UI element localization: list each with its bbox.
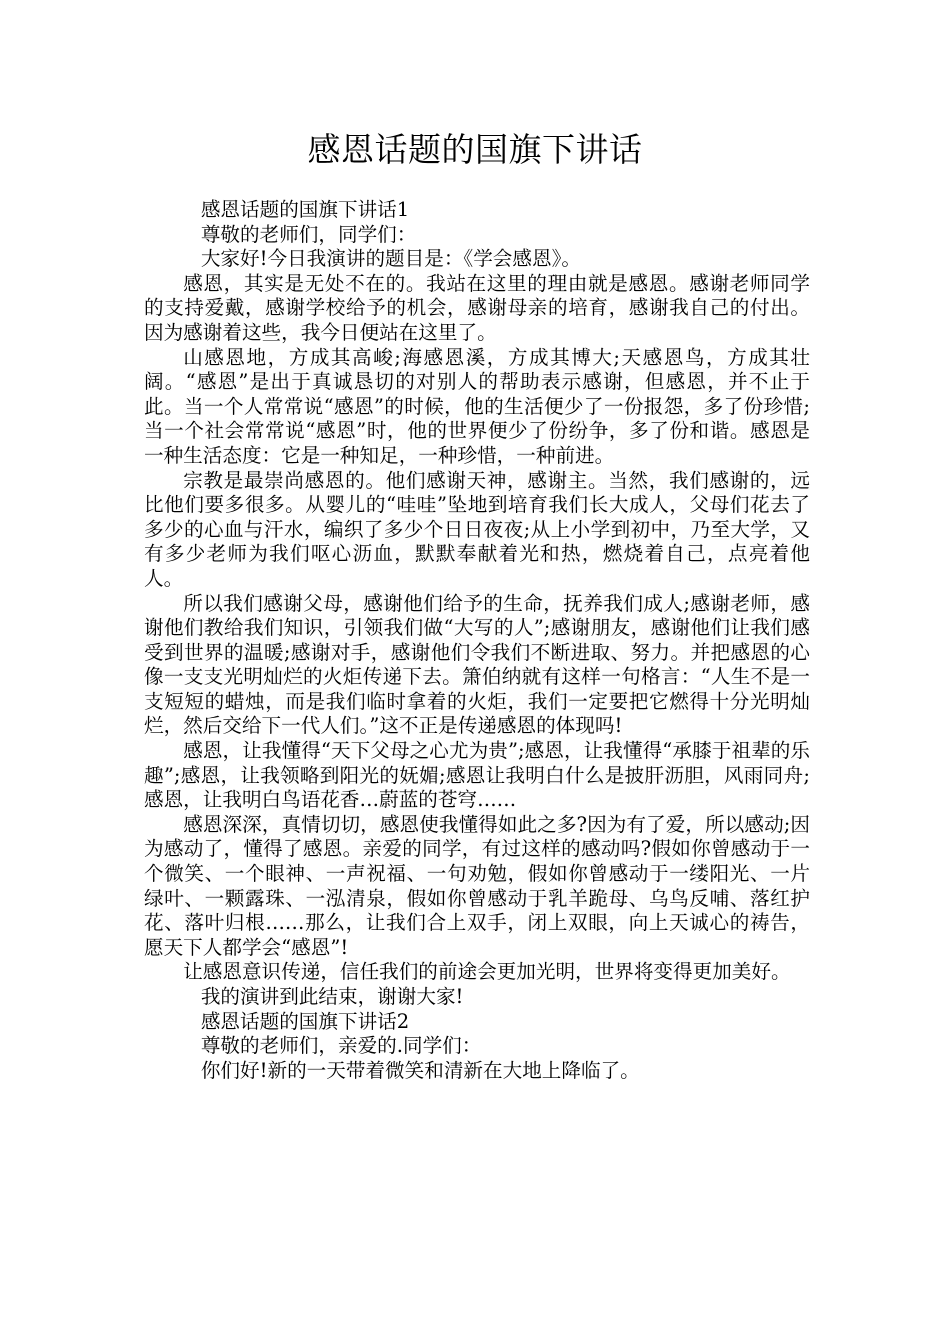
salutation: 尊敬的老师们，同学们： <box>200 222 417 246</box>
paragraph: 宗教是最崇尚感恩的。他们感谢天神，感谢主。当然，我们感谢的，远比他们要多很多。从婴儿的“哇哇”坠地到培育我们长大成人，父母们花去了多少的心血与汗水，编织了多少个日日夜夜;从上小学到初中，乃至大学，又有多少老师为我们呕心沥血，默默奉献着光和热，燃烧着自己，点亮着他人。 <box>144 468 810 590</box>
paragraph: 感恩深深，真情切切，感恩使我懂得如此之多?因为有了爱，所以感动;因为感动了，懂得了感恩。亲爱的同学，有过这样的感动吗?假如你曾感动于一个微笑、一个眼神、一声祝福、一句劝勉，假如你曾感动于一缕阳光、一片绿叶、一颗露珠、一泓清泉，假如你曾感动于乳羊跪母、乌鸟反哺、落红护花、落叶归根……那么，让我们合上双手，闭上双眼，向上天诚心的祷告，愿天下人都学会“感恩”! <box>144 812 810 959</box>
section-heading-2: 感恩话题的国旗下讲话2 <box>200 1009 410 1033</box>
greeting-line: 大家好!今日我演讲的题目是：《学会感恩》。 <box>200 247 581 271</box>
paragraph: 感恩，让我懂得“天下父母之心尤为贵”;感恩，让我懂得“承膝于祖辈的乐趣”;感恩，让我领略到阳光的妩媚;感恩让我明白什么是披肝沥胆，风雨同舟;感恩，让我明白鸟语花香…蔚蓝的苍穹…… <box>144 739 810 812</box>
paragraph: 山感恩地，方成其高峻;海感恩溪，方成其博大;天感恩鸟，方成其壮阔。“感恩”是出于真诚恳切的对别人的帮助表示感谢，但感恩，并不止于此。当一个人常常说“感恩”的时候，他的生活便少了一份报怨，多了份珍惜;当一个社会常常说“感恩”时，他的世界便少了份纷争，多了份和谐。感恩是一种生活态度：它是一种知足，一种珍惜，一种前进。 <box>144 345 810 467</box>
document-body <box>144 198 810 1083</box>
paragraph: 感恩，其实是无处不在的。我站在这里的理由就是感恩。感谢老师同学的支持爱戴，感谢学校给予的机会，感谢母亲的培育，感谢我自己的付出。因为感谢着这些，我今日便站在这里了。 <box>144 271 810 344</box>
paragraph: 所以我们感谢父母，感谢他们给予的生命，抚养我们成人;感谢老师，感谢他们教给我们知识，引领我们做“大写的人”;感谢朋友，感谢他们让我们感受到世界的温暖;感谢对手，感谢他们令我们不断进取、努力。并把感恩的心像一支支光明灿烂的火炬传递下去。箫伯纳就有这样一句格言：“人生不是一支短短的蜡烛，而是我们临时拿着的火炬，我们一定要把它燃得十分光明灿烂，然后交给下一代人们。”这不正是传递感恩的体现吗! <box>144 591 810 738</box>
section-heading-1: 感恩话题的国旗下讲话1 <box>200 198 410 221</box>
salutation: 尊敬的老师们，亲爱的.同学们： <box>200 1034 482 1058</box>
document-title: 感恩话题的国旗下讲话 <box>307 130 643 169</box>
closing-line: 我的演讲到此结束，谢谢大家! <box>200 985 464 1008</box>
greeting-line: 你们好!新的一天带着微笑和清新在大地上降临了。 <box>200 1058 640 1082</box>
paragraph: 让感恩意识传递，信任我们的前途会更加光明，世界将变得更加美好。 <box>183 960 791 984</box>
